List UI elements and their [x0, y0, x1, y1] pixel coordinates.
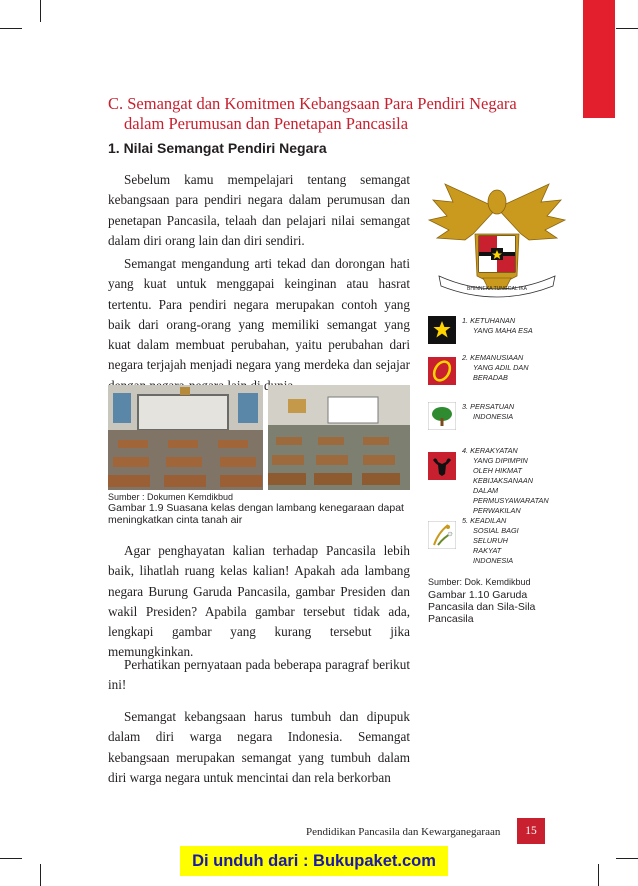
subsection-heading: 1. Nilai Semangat Pendiri Negara	[108, 140, 327, 156]
bull-head-icon	[428, 452, 456, 480]
paragraph-1: Sebelum kamu mempelajari tentang semangat kebangsaan para pendiri negara dalam perumusan dan penetapan Pancasila, telaah dan pelajari nilai semangat dalam diri orang lain dan diri sendiri.	[108, 172, 410, 248]
paragraph-2: Semangat mengandung arti tekad dan dorongan hati yang kuat untuk menggapai keinginan atau hasrat tertentu. Para pendiri negara merupakan contoh yang baik dari orang-orang yang memiliki semangat yang kuat dalam membuat perubahan, yaitu perubahan dari negara terjajah menjadi negara yang merdeka dan sejajar	[108, 256, 410, 373]
crop-mark	[40, 0, 41, 22]
figure-1-9-source: Sumber : Dokumen Kemdikbud	[108, 492, 234, 502]
figure-1-10-caption: Gambar 1.10 Garuda Pancasila dan Sila-Sila Pancasila	[428, 589, 536, 625]
crop-mark	[616, 28, 638, 29]
garuda-pancasila-emblem	[425, 178, 570, 300]
chain-icon	[428, 357, 456, 385]
crop-mark	[40, 864, 41, 886]
sila-1-label: 1. KETUHANAN YANG MAHA ESA	[462, 316, 533, 335]
chapter-tab	[583, 0, 615, 118]
motto-ribbon-text: BHINNEKA TUNGGAL IKA	[466, 286, 528, 292]
page-number: 15	[517, 818, 545, 844]
section-heading-line1: C. Semangat dan Komitmen Kebangsaan Para Pendiri Negara	[108, 94, 517, 113]
banyan-tree-icon	[428, 402, 456, 430]
crop-mark	[0, 858, 22, 859]
paragraph-3: Agar penghayatan kalian terhadap Pancasila lebih baik, lihatlah ruang kelas kalian! Apakah ada lambang negara Burung Garuda Pancasila, gambar Presiden dan wakil Presiden? Apabila gambar tersebut tidak ada, lengkapi gambar yang kurang tersebut jika memungkinkan.	[108, 543, 410, 660]
section-heading	[108, 94, 548, 134]
figure-1-9-caption: Gambar 1.9 Suasana kelas dengan lambang kenegaraan dapat meningkatkan cinta tanah air	[108, 502, 404, 526]
crop-mark	[616, 858, 638, 859]
sila-3-label: 3. PERSATUAN INDONESIA	[462, 402, 515, 421]
sila-5-label: 5. KEADILAN SOSIAL BAGI SELURUH RAKYAT INDONESIA	[462, 516, 519, 565]
star-icon	[428, 316, 456, 344]
crop-mark	[0, 28, 22, 29]
figure-1-10-source: Sumber: Dok. Kemdikbud	[428, 577, 531, 587]
crop-mark	[598, 864, 599, 886]
book-title: Pendidikan Pancasila dan Kewarganegaraan	[306, 826, 501, 838]
rice-cotton-icon	[428, 521, 456, 549]
download-source-link[interactable]: Di unduh dari : Bukupaket.com	[180, 846, 448, 876]
classroom-photo-left	[108, 385, 263, 490]
paragraph-4: Perhatikan pernyataan pada beberapa paragraf berikut ini!	[108, 657, 410, 693]
section-heading-line2: dalam Perumusan dan Penetapan Pancasila	[124, 114, 409, 133]
paragraph-5: Semangat kebangsaan harus tumbuh dan dipupuk dalam diri warga negara Indonesia. Semangat kebangsaan merupakan semangat yang tumbuh dalam diri warga negara untuk mencintai dan rela berkorban	[108, 709, 410, 785]
classroom-photo-right	[268, 385, 410, 490]
sila-2-label: 2. KEMANUSIAAN YANG ADIL DAN BERADAB	[462, 353, 529, 382]
shield	[479, 236, 515, 272]
classroom-photos	[108, 385, 410, 490]
sila-4-label: 4. KERAKYATAN YANG DIPIMPIN OLEH HIKMAT KEBIJAKSANAAN DALAM PERMUSYAWARATAN PERWAKILAN	[462, 446, 549, 515]
